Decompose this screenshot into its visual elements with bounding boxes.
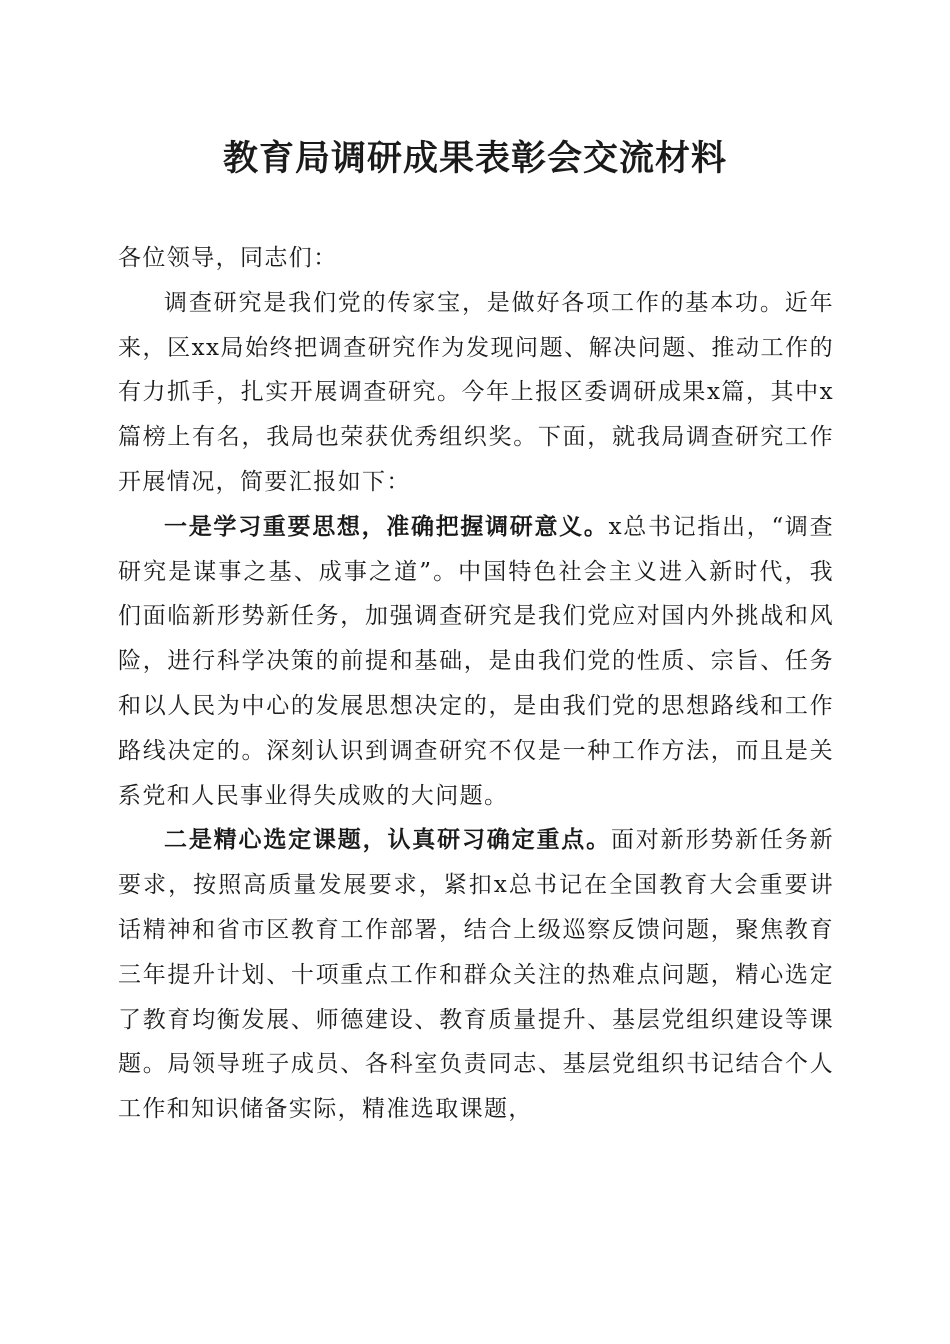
section-paragraph-2 — [118, 818, 834, 1132]
document-title: 教育局调研成果表彰会交流材料 — [222, 138, 727, 179]
section-text-2: 面对新形势新任务新要求，按照高质量发展要求，紧扣x总书记在全国教育大会重要讲话精神和省市区教育工作部署，结合上级巡察反馈问题，聚焦教育三年提升计划、十项重点工作和群众关注的热难点问题，精心选定了教育均衡发展、师德建设、教育质量提升、基层党组织建设等课题。局领导班子成员、各科室负责同志、基层党组织书记结合个人工作和知识储备实际，精准选取课题， — [118, 827, 834, 1123]
salutation: 各位领导，同志们： — [118, 245, 338, 271]
section-lead-2: 二是精心选定课题，认真研习确定重点。 — [164, 826, 611, 854]
section-lead-1: 一是学习重要思想，准确把握调研意义。 — [164, 512, 609, 540]
intro-paragraph: 调查研究是我们党的传家宝，是做好各项工作的基本功。近年来，区xx局始终把调查研究作为发现问题、解决问题、推动工作的有力抓手，扎实开展调查研究。今年上报区委调研成果x篇，其中x篇榜上有名，我局也荣获优秀组织奖。下面，就我局调查研究工作开展情况，简要汇报如下： — [118, 289, 834, 495]
section-paragraph-1 — [118, 505, 834, 819]
section-text-1: x总书记指出，“调查研究是谋事之基、成事之道”。中国特色社会主义进入新时代，我们面临新形势新任务，加强调查研究是我们党应对国内外挑战和风险，进行科学决策的前提和基础，是由我们党的性质、宗旨、任务和以人民为中心的发展思想决定的，是由我们党的思想路线和工作路线决定的。深刻认识到调查研究不仅是一种工作方法，而且是关系党和人民事业得失成败的大问题。 — [118, 513, 834, 809]
document-body — [118, 236, 834, 1132]
